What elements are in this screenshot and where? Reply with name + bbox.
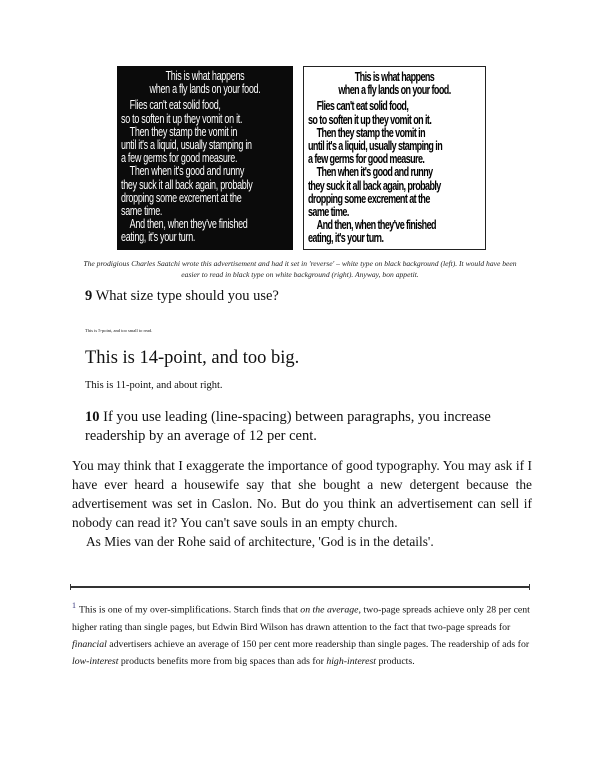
ad-line: when a fly lands on your food. bbox=[149, 82, 261, 97]
footnote-segment: products benefits more from big spaces than ads for bbox=[118, 656, 327, 668]
ad-line: same time. bbox=[121, 204, 163, 219]
ad-line: And then, when they've finished bbox=[129, 217, 248, 232]
ad-line: they suck it all back again, probably bbox=[121, 177, 253, 192]
ad-line: so to soften it up they vomit on it. bbox=[308, 112, 432, 127]
ad-line: dropping some excrement at the bbox=[121, 190, 242, 205]
footnote-segment: This is one of my over-simplifications. Starch finds that bbox=[79, 604, 301, 616]
footnote-segment: high-interest bbox=[326, 656, 377, 668]
ad-line: they suck it all back again, probably bbox=[308, 178, 441, 193]
ad-line: until it's a liquid, usually stamping in bbox=[121, 138, 252, 153]
section-title: If you use leading (line-spacing) between paragraphs, you increase readership by an average of 12 per cent. bbox=[85, 409, 491, 444]
ad-reverse-type bbox=[117, 66, 293, 250]
ad-line: until it's a liquid, usually stamping in bbox=[308, 139, 443, 154]
footnote-segment: products. bbox=[376, 656, 415, 668]
ad-line: so to soften it up they vomit on it. bbox=[121, 111, 243, 126]
section-10-heading bbox=[85, 408, 535, 446]
body-text bbox=[72, 456, 532, 551]
footnote-segment: , two-page spreads achieve only 28 per cent higher rating than single pages, but Edwin Bird Wilson has drawn attention to the fact that two-page spreads for bbox=[72, 604, 530, 633]
ad-line: a few germs for good measure. bbox=[308, 152, 425, 167]
ad-line: same time. bbox=[308, 205, 349, 220]
figure-caption: The prodigious Charles Saatchi wrote this advertisement and had it set in 'reverse' – white type on black background (left). It would have been easier to read in black type on white background (right). Anyway, bon appetit. bbox=[83, 259, 517, 279]
ad-line: eating, it's your turn. bbox=[121, 230, 196, 245]
ad-line: when a fly lands on your food. bbox=[338, 83, 451, 98]
footnote-segment: low-interest bbox=[72, 656, 119, 668]
ad-line: And then, when they've finished bbox=[316, 218, 436, 233]
section-title: What size type should you use? bbox=[95, 288, 279, 304]
sample-11-point: This is 11-point, and about right. bbox=[85, 380, 223, 391]
section-9-heading bbox=[85, 288, 279, 305]
footnote-text bbox=[72, 604, 530, 667]
ad-line: Then when it's good and runny bbox=[129, 164, 245, 179]
section-number: 9 bbox=[85, 288, 93, 304]
sample-14-point: This is 14-point, and too big. bbox=[85, 348, 300, 368]
ad-line: This is what happens bbox=[354, 70, 435, 84]
footnote-segment: financial bbox=[72, 638, 107, 650]
ad-line: Then they stamp the vomit in bbox=[316, 125, 426, 140]
paragraph: As Mies van der Rohe said of architecture, 'God is in the details'. bbox=[86, 534, 434, 549]
footnote bbox=[72, 597, 534, 670]
ad-line: Flies can't eat solid food, bbox=[316, 99, 409, 114]
ad-normal-type bbox=[303, 66, 486, 250]
ad-line: Flies can't eat solid food, bbox=[129, 98, 221, 113]
ad-line: dropping some excrement at the bbox=[308, 191, 430, 206]
footnote-marker[interactable]: 1 bbox=[72, 601, 76, 610]
footnote-segment: on the average bbox=[300, 604, 359, 616]
section-number: 10 bbox=[85, 409, 100, 425]
footnote-segment: advertisers achieve an average of 150 per cent more readership than single pages. The readership of ads for bbox=[106, 638, 530, 650]
ad-line: eating, it's your turn. bbox=[308, 231, 384, 246]
ad-line: Then when it's good and runny bbox=[316, 165, 433, 180]
ad-line: a few germs for good measure. bbox=[121, 151, 238, 166]
sample-5-point: This is 5-point, and too small to read. bbox=[85, 328, 153, 333]
ad-line: Then they stamp the vomit in bbox=[129, 124, 238, 139]
ad-line: This is what happens bbox=[165, 69, 245, 83]
paragraph: You may think that I exaggerate the importance of good typography. You may ask if I have ever heard a housewife say that she bought a new detergent because the advertisement was set in Caslon. No. But do you think an advertisement can sell if nobody can read it? You can't save souls in an empty church. bbox=[72, 458, 532, 530]
footnote-divider bbox=[70, 586, 530, 588]
